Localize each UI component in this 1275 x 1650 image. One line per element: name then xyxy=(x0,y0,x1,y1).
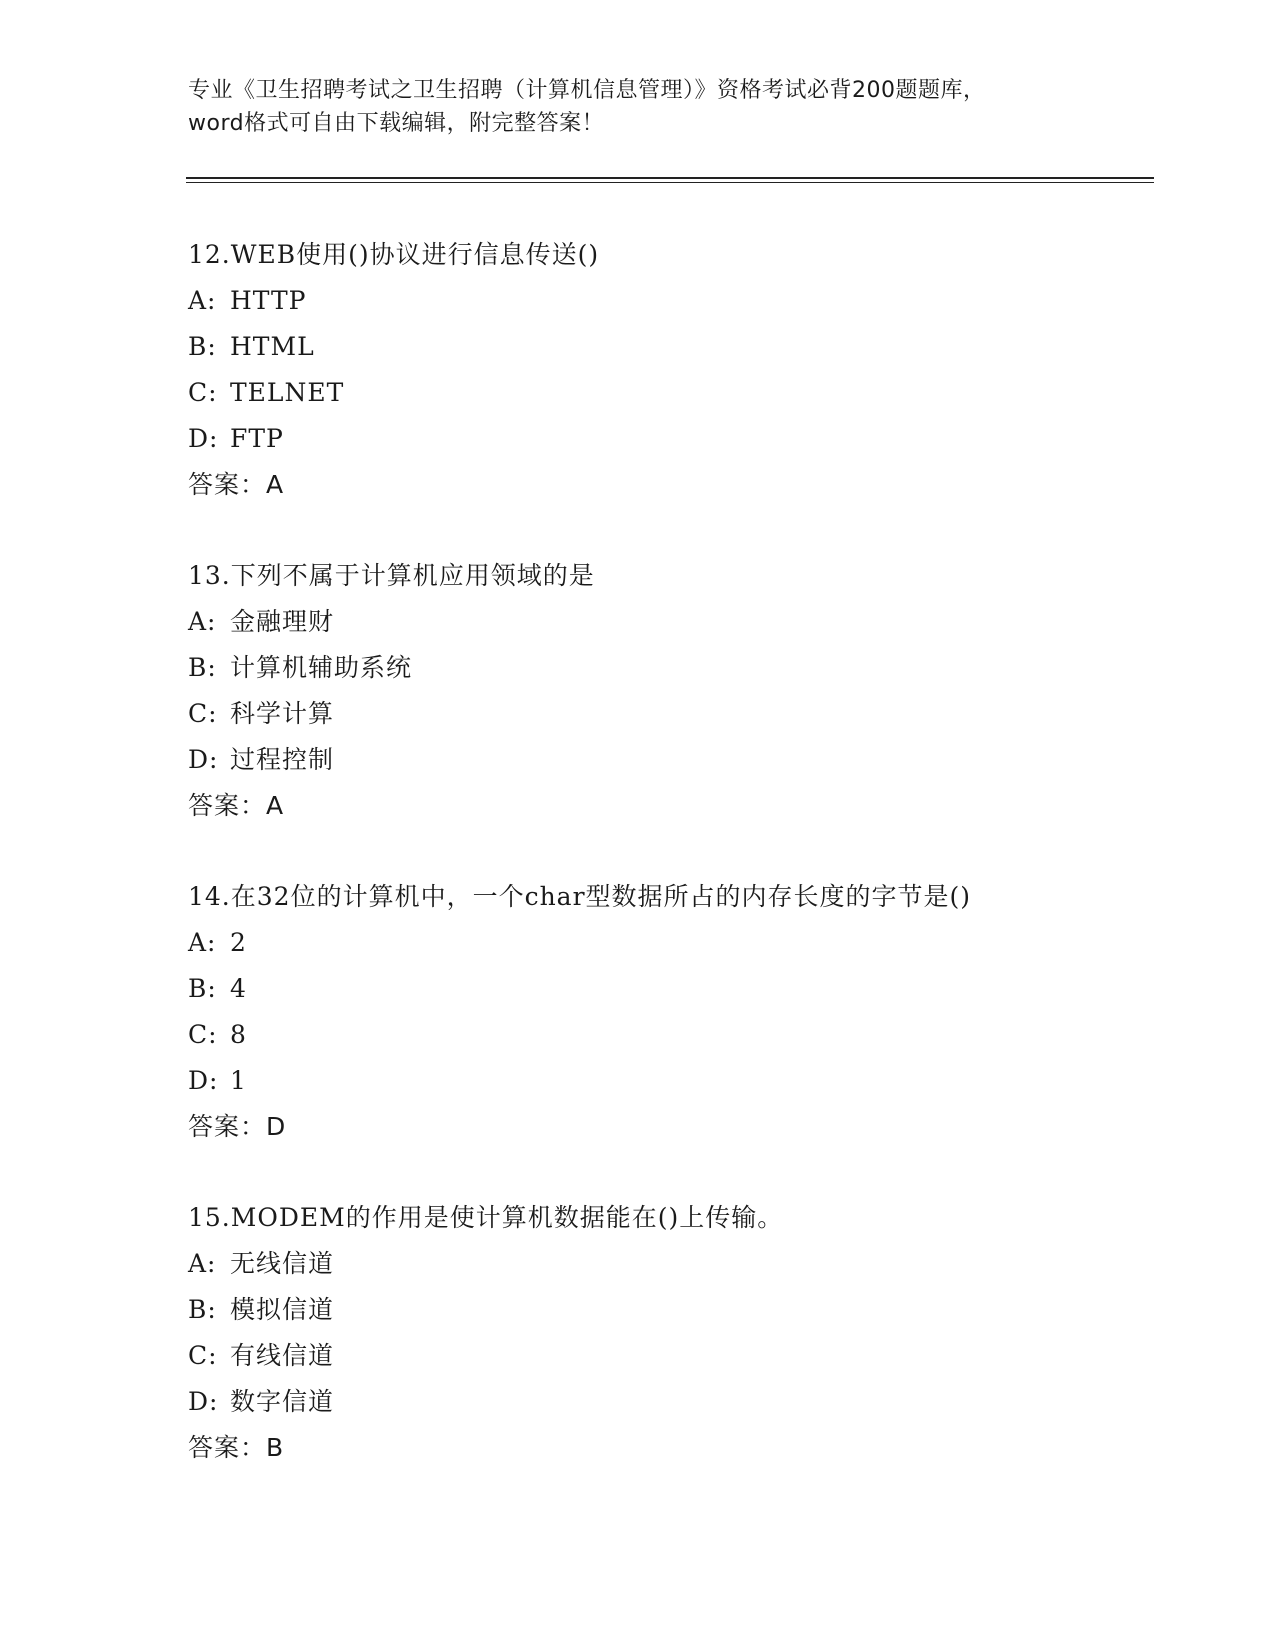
option-text: TELNET xyxy=(230,378,345,407)
question-12 xyxy=(188,232,1188,508)
option-text: HTML xyxy=(230,332,315,361)
option-d xyxy=(188,737,1188,783)
option-d xyxy=(188,1058,1188,1104)
option-text: 4 xyxy=(230,974,247,1003)
option-b xyxy=(188,645,1188,691)
question-stem: 14.在32位的计算机中，一个char型数据所占的内存长度的字节是() xyxy=(188,882,972,911)
option-text: 计算机辅助系统 xyxy=(230,653,413,682)
option-text: HTTP xyxy=(230,286,307,315)
option-b xyxy=(188,324,1188,370)
option-text: FTP xyxy=(230,424,284,453)
option-key: A: xyxy=(188,286,217,315)
option-key: B: xyxy=(188,653,217,682)
option-key: D: xyxy=(188,745,219,774)
option-text: 有线信道 xyxy=(230,1341,335,1370)
option-key: D: xyxy=(188,1387,219,1416)
question-list xyxy=(188,232,1188,1516)
option-key: C: xyxy=(188,378,218,407)
option-key: C: xyxy=(188,1341,218,1370)
question-stem: 12.WEB使用()协议进行信息传送() xyxy=(188,240,600,269)
answer-line: 答案：B xyxy=(188,1433,285,1462)
option-text: 金融理财 xyxy=(230,607,335,636)
answer-line: 答案：A xyxy=(188,791,285,820)
option-key: D: xyxy=(188,424,219,453)
option-key: C: xyxy=(188,1020,218,1049)
option-key: A: xyxy=(188,1249,217,1278)
option-text: 数字信道 xyxy=(230,1387,335,1416)
option-key: C: xyxy=(188,699,218,728)
option-a xyxy=(188,1241,1188,1287)
option-text: 模拟信道 xyxy=(230,1295,335,1324)
option-text: 2 xyxy=(230,928,247,957)
option-c xyxy=(188,1333,1188,1379)
option-text: 无线信道 xyxy=(230,1249,335,1278)
option-c xyxy=(188,1012,1188,1058)
option-key: A: xyxy=(188,607,217,636)
option-a xyxy=(188,278,1188,324)
option-c xyxy=(188,691,1188,737)
option-text: 科学计算 xyxy=(230,699,335,728)
option-key: A: xyxy=(188,928,217,957)
option-b xyxy=(188,1287,1188,1333)
option-key: D: xyxy=(188,1066,219,1095)
option-c xyxy=(188,370,1188,416)
option-text: 8 xyxy=(230,1020,247,1049)
question-15 xyxy=(188,1195,1188,1471)
option-d xyxy=(188,1379,1188,1425)
header-line-2: word格式可自由下载编辑，附完整答案！ xyxy=(188,111,605,136)
question-14 xyxy=(188,874,1188,1150)
question-stem: 13.下列不属于计算机应用领域的是 xyxy=(188,561,595,590)
answer-line: 答案：A xyxy=(188,470,285,499)
header-line-1: 专业《卫生招聘考试之卫生招聘（计算机信息管理）》资格考试必背200题题库， xyxy=(188,78,986,103)
option-text: 过程控制 xyxy=(230,745,335,774)
answer-line: 答案：D xyxy=(188,1112,287,1141)
option-a xyxy=(188,920,1188,966)
option-text: 1 xyxy=(230,1066,247,1095)
document-header xyxy=(188,74,1088,140)
question-stem: 15.MODEM的作用是使计算机数据能在()上传输。 xyxy=(188,1203,784,1232)
option-key: B: xyxy=(188,1295,217,1324)
option-b xyxy=(188,966,1188,1012)
option-key: B: xyxy=(188,332,217,361)
option-d xyxy=(188,416,1188,462)
question-13 xyxy=(188,553,1188,829)
header-divider xyxy=(186,177,1154,183)
option-key: B: xyxy=(188,974,217,1003)
option-a xyxy=(188,599,1188,645)
